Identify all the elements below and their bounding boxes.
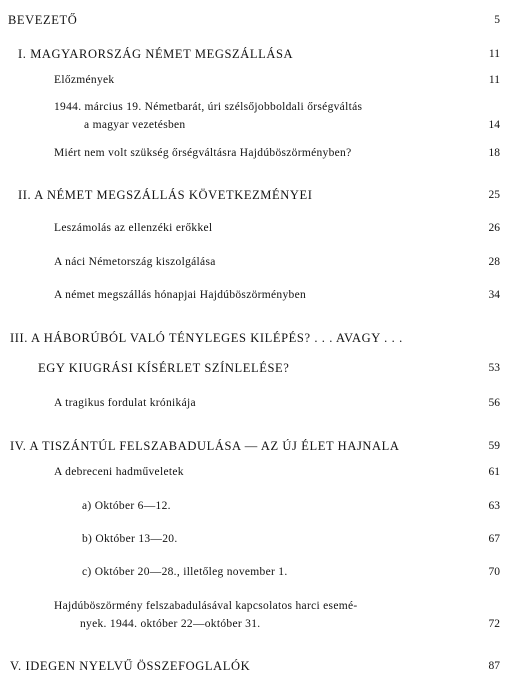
toc-entry-title: IV. A TISZÁNTÚL FELSZABADULÁSA — AZ ÚJ ÉLET HAJNALA (10, 439, 400, 453)
toc-entry-page: 72 (488, 618, 500, 630)
toc-entry-title: II. A NÉMET MEGSZÁLLÁS KÖVETKEZMÉNYEI (18, 188, 313, 202)
toc-entry-page: 70 (488, 566, 500, 578)
toc-section-1944-marcius (0, 97, 514, 117)
toc-entry-title: 1944. március 19. Németbarát, úri szélsőjobboldali őrségváltás (54, 101, 363, 113)
toc-entry-page: 5 (494, 14, 500, 26)
toc-entry-page: 53 (488, 362, 500, 374)
toc-entry-page: 87 (488, 660, 500, 672)
toc-entry-page: 14 (488, 119, 500, 131)
toc-entry-title: BEVEZETŐ (8, 13, 78, 27)
toc-entry-title: Hajdúböszörmény felszabadulásával kapcsolatos harci esemé- (54, 600, 358, 612)
toc-entry-page: 56 (488, 397, 500, 409)
toc-section-orsegvaltas (0, 143, 514, 163)
toc-entry-title: b) Október 13—20. (82, 533, 178, 545)
toc-entry-title: a) Október 6—12. (82, 500, 171, 512)
toc-entry-title: Leszámolás az ellenzéki erőkkel (54, 222, 213, 234)
toc-subsection-b (0, 529, 514, 549)
toc-entry-page: 59 (488, 440, 500, 452)
toc-entry-title: III. A HÁBORÚBÓL VALÓ TÉNYLEGES KILÉPÉS? . . . AVAGY . . . (10, 331, 403, 345)
toc-chapter-i (0, 44, 514, 64)
toc-section-leszamolas (0, 218, 514, 238)
toc-section-tragikus-fordulat (0, 393, 514, 413)
toc-entry-page: 67 (488, 533, 500, 545)
toc-entry-title: Előzmények (54, 74, 115, 86)
toc-entry-page: 26 (488, 222, 500, 234)
toc-section-naci-nemetorszag (0, 252, 514, 272)
toc-entry-title: Miért nem volt szükség őrségváltásra Hajdúböszörményben? (54, 147, 352, 159)
toc-entry-page: 63 (488, 500, 500, 512)
toc-section-elozmenyek (0, 70, 514, 90)
toc-entry-title: A náci Németország kiszolgálása (54, 256, 216, 268)
toc-chapter-iii-cont (0, 358, 514, 378)
toc-entry-title: V. IDEGEN NYELVŰ ÖSSZEFOGLALÓK (10, 659, 251, 673)
toc-entry-page: 25 (488, 189, 500, 201)
toc-entry-bevezeto (0, 10, 514, 30)
toc-chapter-ii (0, 185, 514, 205)
toc-chapter-iii (0, 328, 514, 348)
toc-section-1944-marcius-cont (0, 115, 514, 135)
toc-section-harci-esemenyek (0, 596, 514, 616)
toc-entry-page: 61 (488, 466, 500, 478)
toc-entry-page: 11 (488, 48, 500, 60)
toc-entry-title: A debreceni hadműveletek (54, 466, 184, 478)
toc-section-megszallas-honapjai (0, 285, 514, 305)
toc-subsection-c (0, 562, 514, 582)
toc-entry-title: A tragikus fordulat krónikája (54, 397, 196, 409)
toc-entry-title: I. MAGYARORSZÁG NÉMET MEGSZÁLLÁSA (18, 47, 294, 61)
toc-chapter-iv (0, 436, 514, 456)
toc-section-debreceni-hadmuveletek (0, 462, 514, 482)
toc-subsection-a (0, 496, 514, 516)
toc-entry-title: A német megszállás hónapjai Hajdúböszörményben (54, 289, 307, 301)
toc-entry-page: 11 (488, 74, 500, 86)
toc-entry-page: 34 (488, 289, 500, 301)
toc-entry-title-continued: nyek. 1944. október 22—október 31. (80, 618, 261, 630)
toc-section-harci-esemenyek-cont (0, 614, 514, 634)
toc-entry-page: 28 (488, 256, 500, 268)
toc-entry-title: c) Október 20—28., illetőleg november 1. (82, 566, 288, 578)
toc-chapter-v (0, 656, 514, 676)
toc-entry-title: EGY KIUGRÁSI KÍSÉRLET SZÍNLELÉSE? (38, 361, 290, 375)
toc-entry-title-continued: a magyar vezetésben (84, 119, 186, 131)
toc-entry-page: 18 (488, 147, 500, 159)
